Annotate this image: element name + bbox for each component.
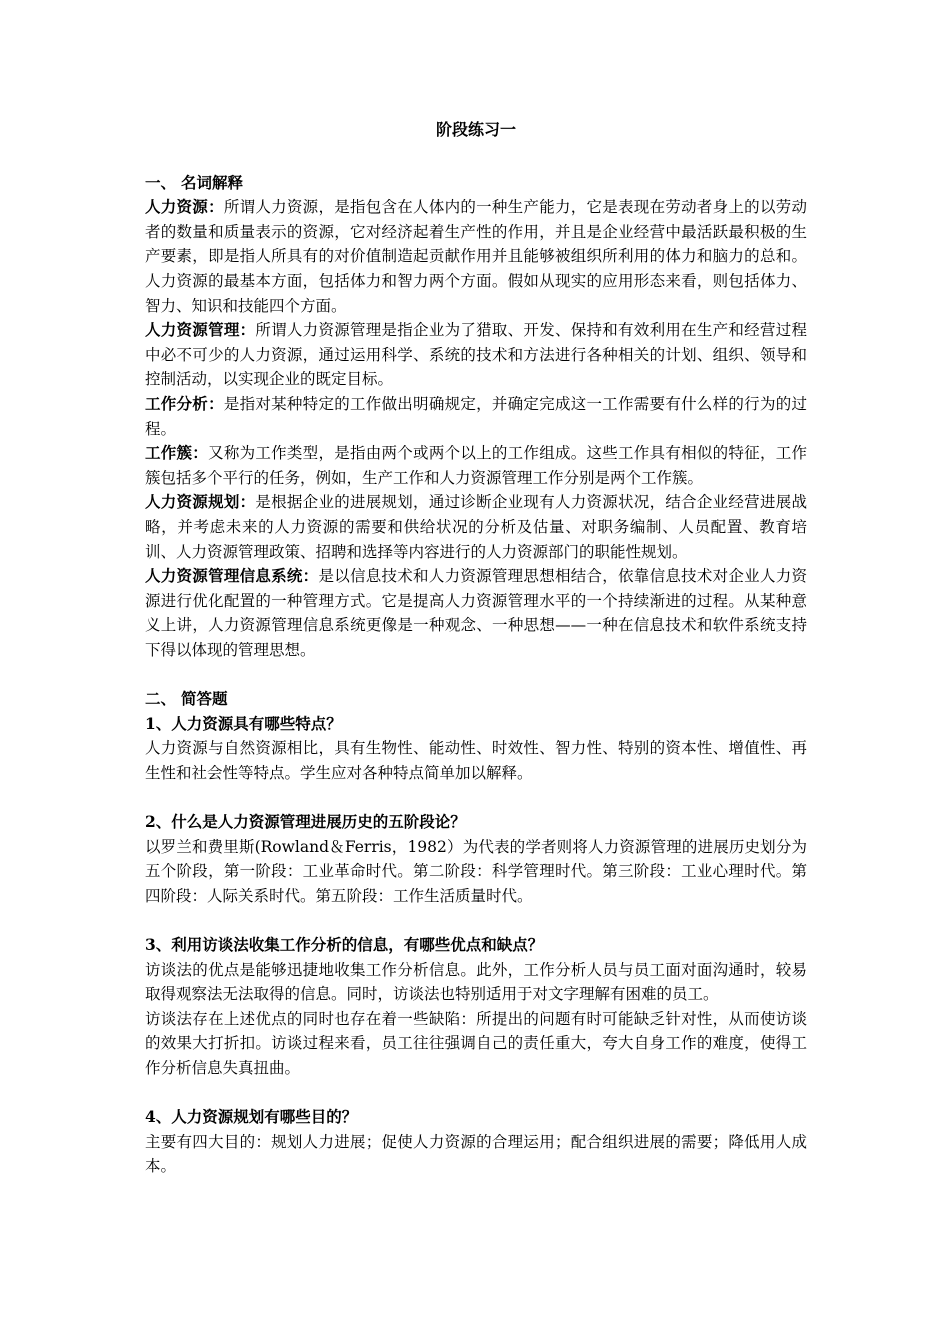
- spacer: [145, 1081, 807, 1106]
- answer-paragraph: 人力资源与自然资源相比，具有生物性、能动性、时效性、智力性、特别的资本性、增值性、再生性和社会性等特点。学生应对各种特点简单加以解释。: [145, 739, 807, 782]
- definition-term: 人力资源：: [145, 197, 224, 217]
- definition-text: 又称为工作类型，是指由两个或两个以上的工作组成。这些工作具有相似的特征，工作簇包括多个平行的任务，例如，生产工作和人力资源管理工作分别是两个工作簇。: [145, 444, 807, 487]
- definition-text: 是指对某种特定的工作做出明确规定，并确定完成这一工作需要有什么样的行为的过程。: [145, 394, 807, 438]
- definition-term: 工作簇：: [145, 443, 209, 463]
- answer-paragraph: 访谈法的优点是能够迅捷地收集工作分析信息。此外，工作分析人员与员工面对面沟通时，较易取得观察法无法取得的信息。同时，访谈法也特别适用于对文字理解有困难的员工。: [145, 960, 807, 1004]
- answer-paragraph: 访谈法存在上述优点的同时也存在着一些缺陷：所提出的问题有时可能缺乏针对性，从而使访谈的效果大打折扣。访谈过程来看，员工往往强调自己的责任重大，夸大自身工作的难度，使得工作分析信息失真扭曲。: [145, 1009, 807, 1077]
- document-page: [145, 118, 807, 1179]
- definition-item: [145, 392, 807, 441]
- section-heading-definitions: [145, 171, 807, 196]
- definition-item: [145, 195, 807, 318]
- question-heading: 1、人力资源具有哪些特点？: [145, 713, 342, 733]
- section-title: 简答题: [181, 689, 228, 709]
- spacer: [145, 662, 807, 687]
- definition-term: 人力资源管理：: [145, 320, 256, 340]
- definition-text: 是以信息技术和人力资源管理思想相结合，依靠信息技术对企业人力资源进行优化配置的一种管理方式。它是提高人力资源管理水平的一个持续渐进的过程。从某种意义上讲，人力资源管理信息系统更像是一种观念、一种思想——一种在信息技术和软件系统支持下得以体现的管理思想。: [145, 567, 807, 659]
- question-heading: 2、什么是人力资源管理进展历史的五阶段论？: [145, 812, 466, 832]
- definition-term: 人力资源规划：: [145, 492, 256, 512]
- definition-item: [145, 441, 807, 490]
- spacer: [145, 908, 807, 933]
- definition-term: 工作分析：: [145, 393, 224, 413]
- spacer: [145, 785, 807, 810]
- definition-text: 所谓人力资源管理是指企业为了猎取、开发、保持和有效利用在生产和经营过程中必不可少的人力资源，通过运用科学、系统的技术和方法进行各种相关的计划、组织、领导和控制活动，以实现企业的既定目标。: [145, 321, 807, 389]
- answer-paragraph: 以罗兰和费里斯(Rowland＆Ferris，1982）为代表的学者则将人力资源管理的进展历史划分为五个阶段，第一阶段：工业革命时代。第二阶段：科学管理时代。第三阶段：工业心理时代。第四阶段：人际关系时代。第五阶段：工作生活质量时代。: [145, 837, 807, 905]
- section-number: 一、: [145, 172, 177, 192]
- definition-text: 是根据企业的进展规划，通过诊断企业现有人力资源状况，结合企业经营进展战略，并考虑未来的人力资源的需要和供给状况的分析及估量、对职务编制、人员配置、教育培训、人力资源管理政策、招聘和选择等内容进行的人力资源部门的职能性规划。: [145, 493, 807, 561]
- question-heading: 4、人力资源规划有哪些目的？: [145, 1107, 358, 1127]
- answer-paragraph: 主要有四大目的：规划人力进展；促使人力资源的合理运用；配合组织进展的需要；降低用人成本。: [145, 1132, 807, 1176]
- definition-text: 所谓人力资源，是指包含在人体内的一种生产能力，它是表现在劳动者身上的以劳动者的数量和质量表示的资源，它对经济起着生产性的作用，并且是企业经营中最活跃最积极的生产要素，即是指人所具有的对价值制造起贡献作用并且能够被组织所利用的体力和脑力的总和。人力资源的最基本方面，包括体力和智力两个方面。假如从现实的应用形态来看，则包括体力、智力、知识和技能四个方面。: [145, 198, 807, 315]
- section-heading-short-answers: [145, 687, 807, 712]
- definition-item: [145, 490, 807, 564]
- definition-item: [145, 564, 807, 662]
- definition-item: [145, 318, 807, 392]
- section-number: 二、: [145, 689, 177, 709]
- definition-term: 人力资源管理信息系统：: [145, 566, 319, 586]
- page-title: 阶段练习一: [435, 120, 516, 139]
- section-title: 名词解释: [181, 172, 244, 192]
- question-heading: 3、利用访谈法收集工作分析的信息，有哪些优点和缺点？: [145, 935, 544, 954]
